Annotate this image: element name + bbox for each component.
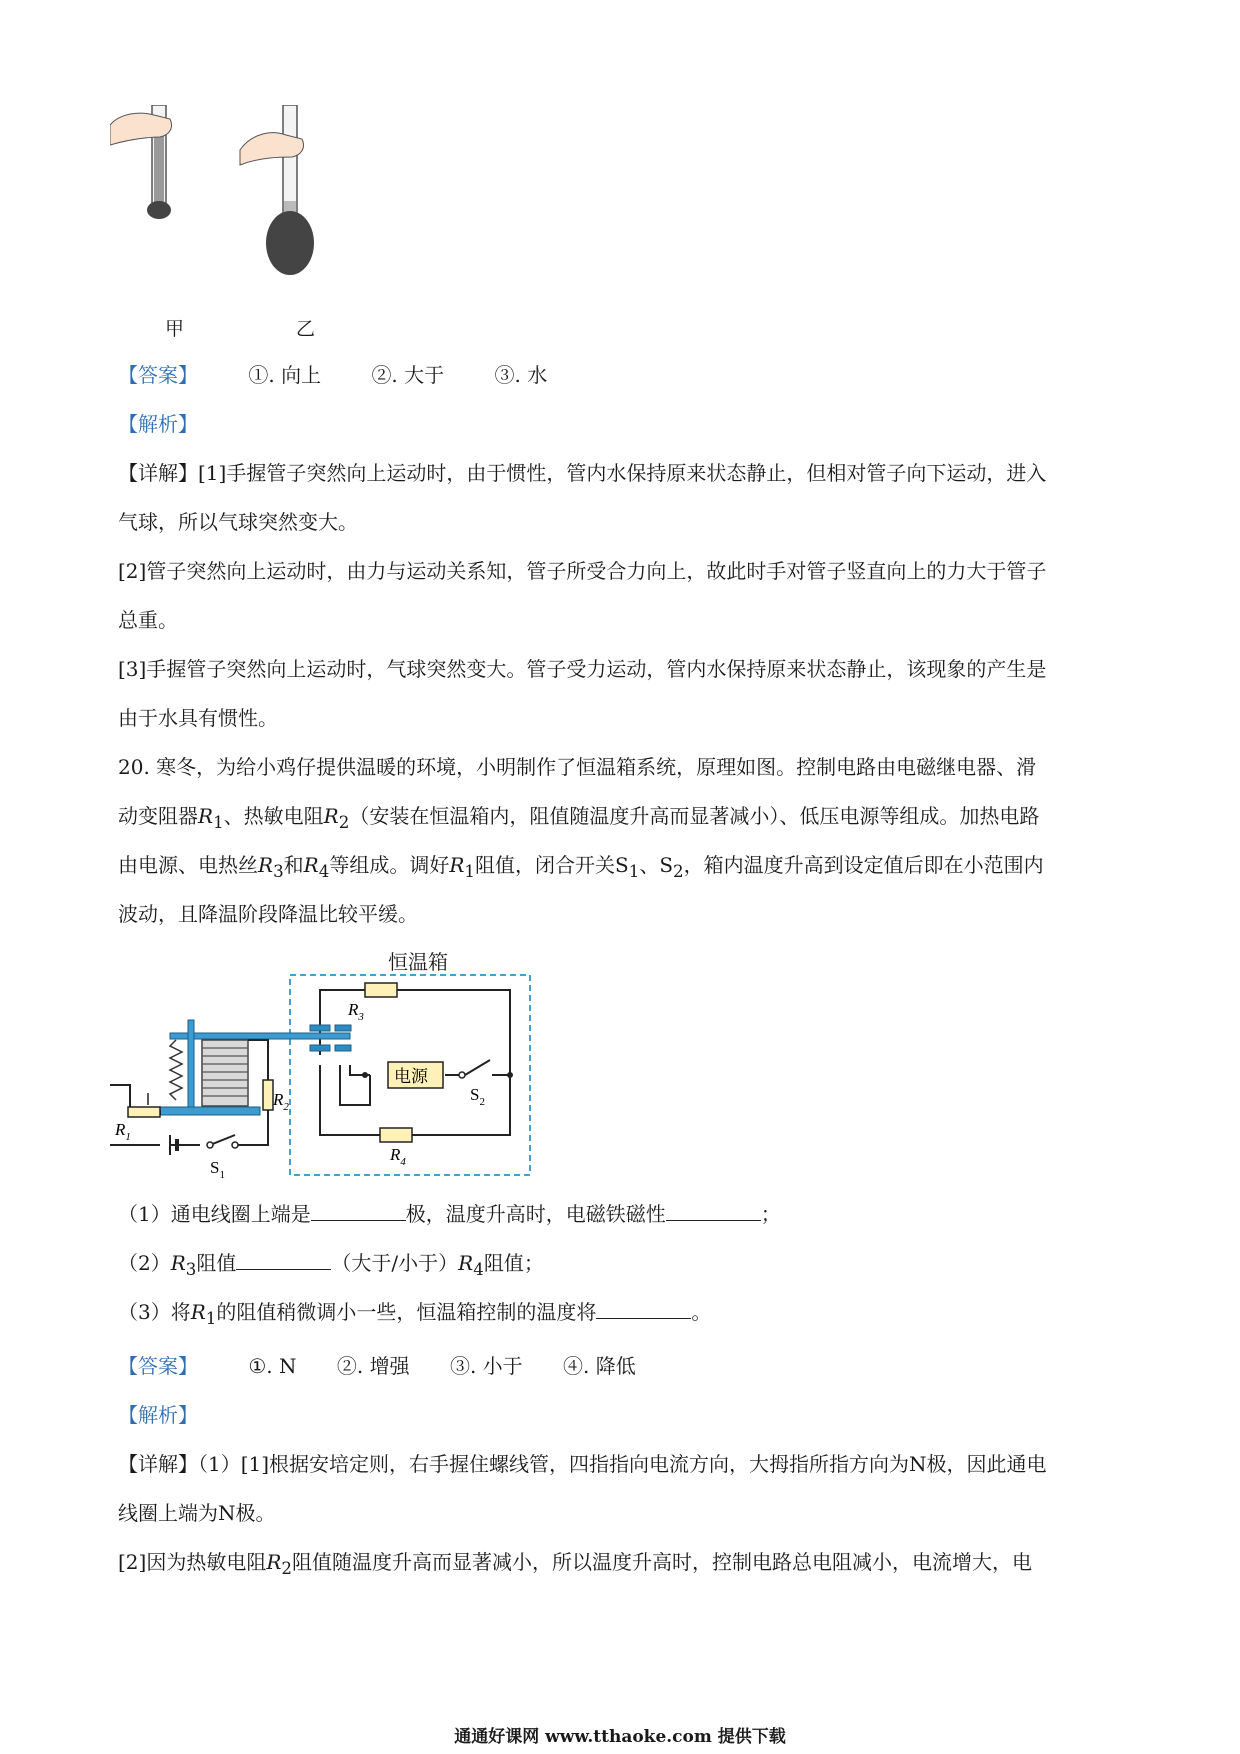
- sub: 1: [213, 813, 224, 832]
- text: 。: [691, 1300, 712, 1324]
- text-line: [2]管子突然向上运动时，由力与运动关系知，管子所受合力向上，故此时手对管子竖直向上的力大于管子: [118, 559, 1047, 583]
- answer-tag: 【答案】: [118, 1354, 198, 1378]
- text: 阻值；: [483, 1251, 544, 1275]
- text: [1]手握管子突然向上运动时，由于惯性，管内水保持原来状态静止，但相对管子向下运动，进入: [198, 461, 1047, 485]
- text: 等组成。调好: [329, 853, 450, 877]
- sym: R: [258, 853, 274, 877]
- label-jia: 甲: [165, 318, 185, 340]
- power-label: 电源: [394, 1067, 428, 1086]
- sub: 2: [338, 813, 350, 832]
- sub: 3: [185, 1260, 197, 1279]
- q19-answer-line: [118, 361, 1128, 389]
- box-title: 恒温箱: [388, 950, 448, 974]
- r4-resistor: [380, 1128, 412, 1142]
- answer-item: ①. 向上: [248, 363, 322, 387]
- text: （1）通电线圈上端是: [118, 1202, 311, 1226]
- answer-item: ③. 小于: [449, 1354, 523, 1378]
- sym: R: [458, 1251, 474, 1275]
- q20-sub-2: [118, 1249, 1128, 1284]
- r4-label: $R_4$: [390, 1145, 406, 1168]
- r3-resistor: [365, 983, 397, 997]
- page-footer: 通通好课网 www.tthaoke.com 提供下载: [454, 1727, 786, 1747]
- tube-figure: [110, 105, 370, 345]
- sub: 1: [205, 1309, 217, 1328]
- text: （大于/小于）: [331, 1251, 459, 1275]
- text: 、热敏电阻: [223, 804, 324, 828]
- text: （3）将: [118, 1300, 191, 1324]
- q20-stem-2: [118, 802, 1128, 837]
- text-line: 由于水具有惯性。: [118, 706, 278, 730]
- text: 和: [283, 853, 304, 877]
- answer-tag: 【答案】: [118, 363, 198, 387]
- q20-sub-3: [118, 1298, 1128, 1333]
- label-yi: 乙: [296, 318, 316, 340]
- text: 动变阻器: [118, 804, 198, 828]
- spring: [170, 1040, 182, 1100]
- q20-answer-line: [118, 1352, 1128, 1380]
- answer-item: ④. 降低: [563, 1354, 636, 1378]
- sym: R: [323, 804, 339, 828]
- sym: R: [198, 804, 214, 828]
- s1-label: $S_1$: [210, 1158, 225, 1181]
- r2-label: $R_2$: [273, 1090, 289, 1113]
- text: （2）: [118, 1251, 171, 1275]
- detail-paragraph: [118, 459, 1128, 487]
- r1-rheostat: [128, 1107, 160, 1117]
- text: 的阻值稍微调小一些，恒温箱控制的温度将: [216, 1300, 597, 1324]
- r3-label: $R_3$: [348, 1000, 364, 1023]
- blank[interactable]: [236, 1269, 331, 1270]
- tube-yi: [240, 105, 314, 275]
- text: （1）[1]根据安培定则，右手握住螺线管，四指指向电流方向，大拇指所指方向为N极，因此通电: [198, 1452, 1047, 1476]
- sub: 3: [273, 862, 284, 881]
- text: 、: [639, 853, 660, 877]
- sym: S: [659, 853, 674, 877]
- analysis-tag: 【解析】: [118, 1403, 198, 1427]
- detail-tag: 【详解】: [118, 1452, 198, 1476]
- s2-label: $S_2$: [470, 1085, 485, 1108]
- text-line: 总重。: [118, 608, 178, 632]
- sub: 4: [318, 862, 330, 881]
- r2-resistor: [263, 1080, 273, 1110]
- armature: [170, 1033, 350, 1039]
- blank[interactable]: [311, 1220, 406, 1221]
- sym: R: [449, 853, 465, 877]
- r1-label: $R_1$: [115, 1120, 131, 1143]
- answer-item: ②. 增强: [336, 1354, 410, 1378]
- q20-stem-3: [118, 851, 1128, 886]
- text-line: [3]手握管子突然向上运动时，气球突然变大。管子受力运动，管内水保持原来状态静止，该现象的产生是: [118, 657, 1047, 681]
- circuit-diagram: [110, 965, 550, 1185]
- sym: S: [615, 853, 629, 877]
- text: ；: [760, 1202, 781, 1226]
- sym: R: [266, 1550, 282, 1574]
- sym: R: [303, 853, 319, 877]
- text: 寒冬，为给小鸡仔提供温暖的环境，小明制作了恒温箱系统，原理如图。控制电路由电磁继电器、滑: [156, 755, 1037, 779]
- text: [2]因为热敏电阻: [118, 1550, 267, 1574]
- sub: 1: [464, 862, 476, 881]
- q20-stem-4: 波动，且降温阶段降温比较平缓。: [118, 902, 418, 926]
- text: ，箱内温度升高到设定值后即在小范围内: [683, 853, 1044, 877]
- sub: 2: [281, 1559, 293, 1578]
- sub: 2: [673, 862, 684, 881]
- text: （安装在恒温箱内，阻值随温度升高而显著减小）、低压电源等组成。加热电路: [349, 804, 1040, 828]
- q20-sub-1: [118, 1200, 1128, 1228]
- text: 阻值随温度升高而显著减小，所以温度升高时，控制电路总电阻减小，电流增大，电: [292, 1550, 1033, 1574]
- analysis-tag: 【解析】: [118, 412, 198, 436]
- sym: R: [170, 1251, 186, 1275]
- answer-item: ②. 大于: [371, 363, 445, 387]
- q20-stem-1: [118, 753, 1128, 781]
- text-line: [118, 1548, 1128, 1583]
- detail-tag: 【详解】: [118, 461, 198, 485]
- answer-item: ③. 水: [494, 363, 548, 387]
- text: 由电源、电热丝: [118, 853, 258, 877]
- tube-jia: [110, 105, 172, 219]
- text-line: 线圈上端为N极。: [118, 1501, 276, 1525]
- sub: 4: [473, 1260, 484, 1279]
- detail-paragraph: [118, 1450, 1128, 1478]
- text: 阻值，闭合开关: [475, 853, 616, 877]
- answer-item: ①. N: [248, 1354, 297, 1378]
- sym: R: [190, 1300, 206, 1324]
- blank[interactable]: [596, 1318, 691, 1319]
- text-line: 气球，所以气球突然变大。: [118, 510, 358, 534]
- text: 阻值: [196, 1251, 237, 1275]
- sub: 1: [628, 862, 640, 881]
- blank[interactable]: [666, 1220, 761, 1221]
- text: 极，温度升高时，电磁铁磁性: [405, 1202, 666, 1226]
- question-number: 20.: [118, 755, 150, 779]
